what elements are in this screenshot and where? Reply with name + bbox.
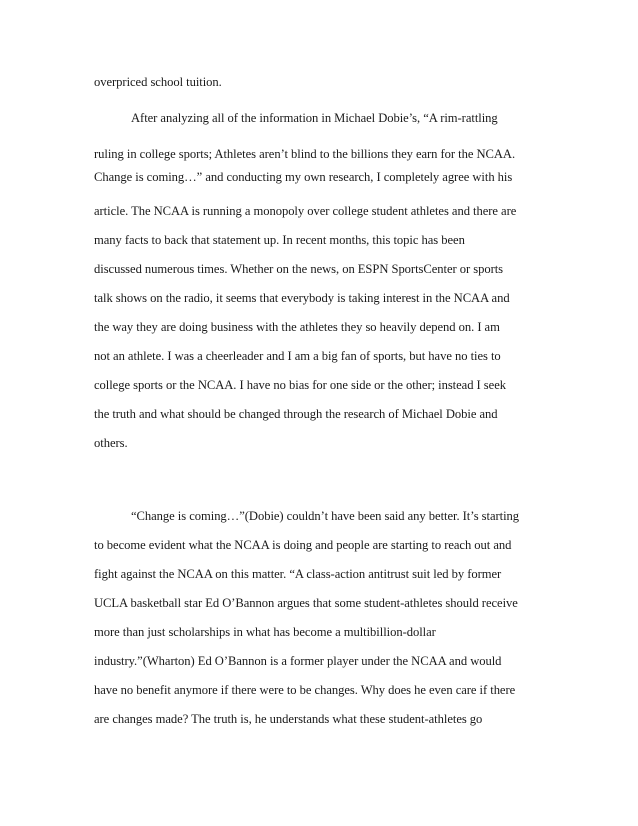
text-line: others.	[94, 436, 128, 450]
text-line: overpriced school tuition.	[94, 75, 222, 89]
text-line: ruling in college sports; Athletes aren’t blind to the billions they earn for the NCAA.	[94, 147, 516, 161]
text-line: article. The NCAA is running a monopoly over college student athletes and there are	[94, 204, 517, 218]
text-line: “Change is coming…”(Dobie) couldn’t have been said any better. It’s starting	[131, 509, 520, 523]
text-line: UCLA basketball star Ed O’Bannon argues that some student-athletes should receive	[94, 596, 518, 610]
text-line: have no benefit anymore if there were to be changes. Why does he even care if there	[94, 683, 516, 697]
text-line: are changes made? The truth is, he understands what these student-athletes go	[94, 712, 483, 726]
text-line: not an athlete. I was a cheerleader and I am a big fan of sports, but have no ties to	[94, 349, 501, 363]
text-line: to become evident what the NCAA is doing and people are starting to reach out and	[94, 538, 512, 552]
text-line: Change is coming…” and conducting my own research, I completely agree with his	[94, 170, 513, 184]
text-line: discussed numerous times. Whether on the news, on ESPN SportsCenter or sports	[94, 262, 504, 276]
text-line: the way they are doing business with the athletes they so heavily depend on. I am	[94, 320, 500, 334]
text-line: industry.”(Wharton) Ed O’Bannon is a former player under the NCAA and would	[94, 654, 502, 668]
text-line: the truth and what should be changed through the research of Michael Dobie and	[94, 407, 498, 421]
text-line: After analyzing all of the information in Michael Dobie’s, “A rim-rattling	[131, 111, 498, 125]
text-line: more than just scholarships in what has become a multibillion-dollar	[94, 625, 436, 639]
text-line: many facts to back that statement up. In recent months, this topic has been	[94, 233, 465, 247]
text-line: fight against the NCAA on this matter. “A class-action antitrust suit led by former	[94, 567, 502, 581]
text-line: talk shows on the radio, it seems that everybody is taking interest in the NCAA and	[94, 291, 510, 305]
text-line: college sports or the NCAA. I have no bias for one side or the other; instead I seek	[94, 378, 506, 392]
